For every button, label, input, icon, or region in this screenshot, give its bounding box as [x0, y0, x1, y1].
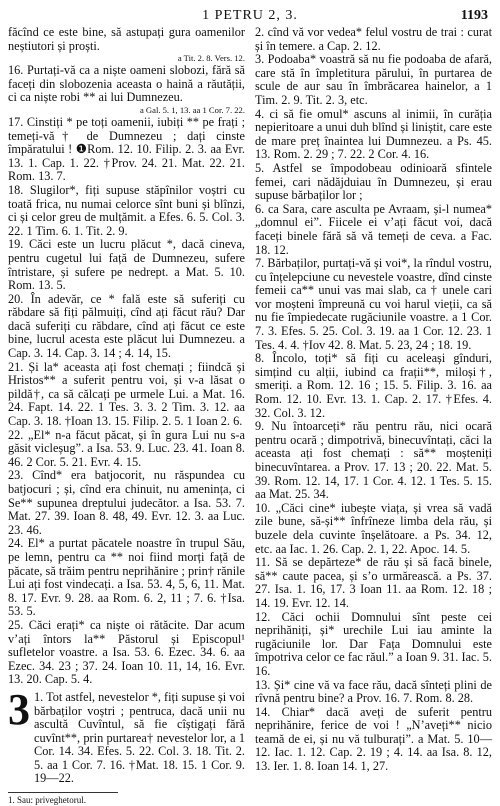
footnote: 1. Sau: priveghetorul.	[8, 795, 86, 806]
verse-paragraph: 3. Podoaba* voastră să nu fie podoaba de afară, care stă în împletitura părului, în purtarea de scule de aur sau în îmbrăcarea hainelor, a 1 Tim. 2. 9. Tit. 2. 3, etc.	[255, 52, 492, 107]
page-number: 1193	[460, 8, 488, 23]
verse-paragraph: 6. ca Sara, care asculta pe Avraam, și-l numea* „domnul ei”. Fiicele ei v’ați făcut voi, dacă faceți binele fără să vă temeți de ceva. a Fac. 18. 12.	[255, 201, 492, 257]
cross-reference: a Gal. 5. 1, 13. aa 1 Cor. 7. 22.	[139, 104, 245, 115]
running-title: 1 PETRU 2, 3.	[202, 8, 298, 23]
verse-paragraph: 24. El* a purtat păcatele noastre în trupul Său, pe lemn, pentru ca ** noi fiind morți față de păcate, să trăim pentru neprihănire ; prin† rănile Lui ați fost vindecați. a Isa. 53. 4, 5, 6, 11. Mat. 8. 17. Evr. 9. 28. aa Rom. 6. 2, 11 ; 7. 6. †Isa. 53. 5.	[8, 536, 245, 619]
verse-paragraph: 10. „Căci cine* iubește viața, și vrea să vadă zile bune, să-și** înfrîneze limba dela rău, și buzele dela cuvinte înșelătoare. a Ps. 34. 12, etc. aa Iac. 1. 26. Cap. 2. 1, 22. Apoc. 14. 5.	[255, 500, 492, 556]
verse-paragraph: 23. Cînd* era batjocorit, nu răspundea cu batjocuri ; și, cînd era chinuit, nu amenința, ci Se** supunea dreptului judecător. a Isa. 53. 7. Mat. 27. 39. Ioan 8. 48, 49. Evr. 12. 3. aa Luc. 23. 46.	[8, 468, 245, 537]
verse-paragraph: 13. Și* cine vă va face rău, dacă sînteți plini de rîvnă pentru bine? a Prov. 16. 7. Rom. 8. 28.	[255, 677, 492, 706]
verse-paragraph: 12. Căci ochii Domnului sînt peste cei neprihăniți, și* urechile Lui iau aminte la rugăciunile lor. Dar Fața Domnului este împotriva celor ce fac răul.” a Ioan 9. 31. Iac. 5. 16.	[255, 609, 492, 678]
verse-paragraph: 9. Nu întoarceți* rău pentru rău, nici ocară pentru ocară ; dimpotrivă, binecuvîntați, căci la aceasta ați fost chemați : să** moșteniți binecuvîntarea. a Prov. 17. 13 ; 20. 22. Mat. 5. 39. Rom. 12. 14, 17. 1 Cor. 4. 12. 1 Tes. 5. 15. aa Mat. 25. 34.	[255, 419, 492, 502]
verse-paragraph: 25. Căci erați* ca niște oi rătăcite. Dar acum v’ați întors la** Păstorul și Episcopul¹ sufletelor voastre. a Isa. 53. 6. Ezec. 34. 6. aa Ezec. 34. 23 ; 37. 24. Ioan 10. 11, 14, 16. Evr. 13. 20. Cap. 5. 4.	[8, 617, 245, 687]
right-column	[255, 26, 492, 806]
two-column-body	[8, 26, 492, 806]
verse-paragraph: 19. Căci este un lucru plăcut *, dacă cineva, pentru cugetul lui față de Dumnezeu, sufere întristare, și sufere pe nedrept. a Mat. 5. 10. Rom. 13. 5.	[8, 237, 245, 293]
verse-paragraph: 11. Să se depărteze* de rău și să facă binele, să** caute pacea, și s’o urmărească. a Ps. 37. 27. Isa. 1. 16, 17. 3 Ioan 11. aa Rom. 12. 18 ; 14. 19. Evr. 12. 14.	[255, 555, 492, 610]
cross-reference: a Tit. 2. 8. Vers. 12.	[177, 53, 245, 64]
verse-paragraph: 1. Tot astfel, nevestelor *, fiți supuse și voi bărbaților voștri ; pentruca, dacă unii nu ascultă Cuvîntul, să fie cîștigați fără cuvînt**, prin purtarea† nevestelor lor, a 1 Cor. 14. 34. Efes. 5. 22. Col. 3. 18. Tit. 2. 5. aa 1 Cor. 7. 16. †Mat. 18. 15. 1 Cor. 9. 19—22.	[34, 689, 246, 786]
left-column	[8, 26, 245, 806]
verse-paragraph: făcînd ce este bine, să astupați gura oamenilor neștiutori și proști.	[8, 25, 245, 53]
verse-paragraph: 14. Chiar* dacă aveți de suferit pentru neprihănire, ferice de voi ! „N’aveți** nicio teamă de ei, și nu vă tulburați”. a Mat. 5. 10—12. Iac. 1. 12. Cap. 2. 19 ; 4. 14. aa Isa. 8. 12, 13. Ier. 1. 8. Ioan 14. 1, 27.	[255, 704, 492, 774]
verse-paragraph: 2. cînd vă vor vedea* felul vostru de trai : curat și în temere. a Cap. 2. 12.	[255, 25, 492, 53]
verse-paragraph: 17. Cinstiți * pe toți oamenii, iubiți ** pe frați ; temeți-vă† de Dumnezeu ; dați cinste împăratului ! ❶Rom. 12. 10. Filip. 2. 3. aa Evr. 13. 1. Cap. 1. 22. †Prov. 24. 21. Mat. 22. 21. Rom. 13. 7.	[8, 114, 245, 184]
verse-paragraph: 21. Și la* aceasta ați fost chemați ; fiindcă și Hristos** a suferit pentru voi, și v-a lăsat o pildă†, ca să călcați pe urmele Lui. a Mat. 16. 24. Fapt. 14. 22. 1 Tes. 3. 3. 2 Tim. 3. 12. aa Cap. 3. 18. †Ioan 13. 15. Filip. 2. 5. 1 Ioan 2. 6.	[8, 359, 245, 429]
verse-paragraph: 18. Slugilor*, fiți supuse stăpînilor voștri cu toată frica, nu numai celorce sînt buni și blînzi, ci și celor greu de mulțămit. a Efes. 6. 5. Col. 3. 22. 1 Tim. 6. 1. Tit. 2. 9.	[8, 182, 245, 238]
verse-paragraph: 4. ci să fie omul* ascuns al inimii, în curăția nepieritoare a unui duh blînd și liniștit, care este de mare preț înaintea lui Dumnezeu. a Ps. 45. 13. Rom. 2. 29 ; 7. 22. 2 Cor. 4. 16.	[255, 106, 492, 162]
verse-paragraph: 16. Purtați-vă ca a niște oameni slobozi, fără să faceți din slobozenia aceasta o haină a răutății, ci ca niște robi ** ai lui Dumnezeu.	[8, 63, 245, 105]
verse-paragraph: 5. Astfel se împodobeau odinioară sfintele femei, cari nădăjduiau în Dumnezeu, și erau supuse bărbaților lor ;	[255, 160, 492, 203]
chapter-start	[8, 684, 246, 786]
verse-paragraph: 22. „El* n-a făcut păcat, și în gura Lui nu s-a găsit vicleșug”. a Isa. 53. 9. Luc. 23. 41. Ioan 8. 46. 2 Cor. 5. 21. Evr. 4. 15.	[8, 427, 245, 469]
chapter-number: 3	[8, 684, 30, 734]
verse-paragraph: 20. În adevăr, ce * fală este să suferiți cu răbdare să fiți pălmuiți, cînd ați făcut rău? Dar dacă suferiți cu răbdare, cînd ați făcut ce este bine, lucrul acesta este plăcut lui Dumnezeu. a Cap. 3. 14. Cap. 3. 14 ; 4. 14, 15.	[8, 291, 245, 361]
verse-paragraph: 8. Încolo, toți* să fiți cu aceleași gînduri, simțind cu alții, iubind ca frații**, miloși†, smeriți. a Rom. 12. 16 ; 15. 5. Filip. 3. 16. aa Rom. 12. 10. Evr. 13. 1. Cap. 2. 17. †Efes. 4. 32. Col. 3. 12.	[255, 351, 492, 420]
verse-paragraph: 7. Bărbaților, purtați-vă și voi*, la rîndul vostru, cu înțelepciune cu nevestele voastre, dînd cinste femeii ca** unui vas mai slab, ca † unele cari vor moșteni împreună cu voi harul vieții, ca să nu fie împiedecate rugăciunile voastre. a 1 Cor. 7. 3. Efes. 5. 25. Col. 3. 19. aa 1 Cor. 12. 23. 1 Tes. 4. 4. †Iov 42. 8. Mat. 5. 23, 24 ; 18. 19.	[255, 256, 492, 352]
page-header	[8, 6, 492, 26]
footnote-rule	[8, 792, 118, 793]
